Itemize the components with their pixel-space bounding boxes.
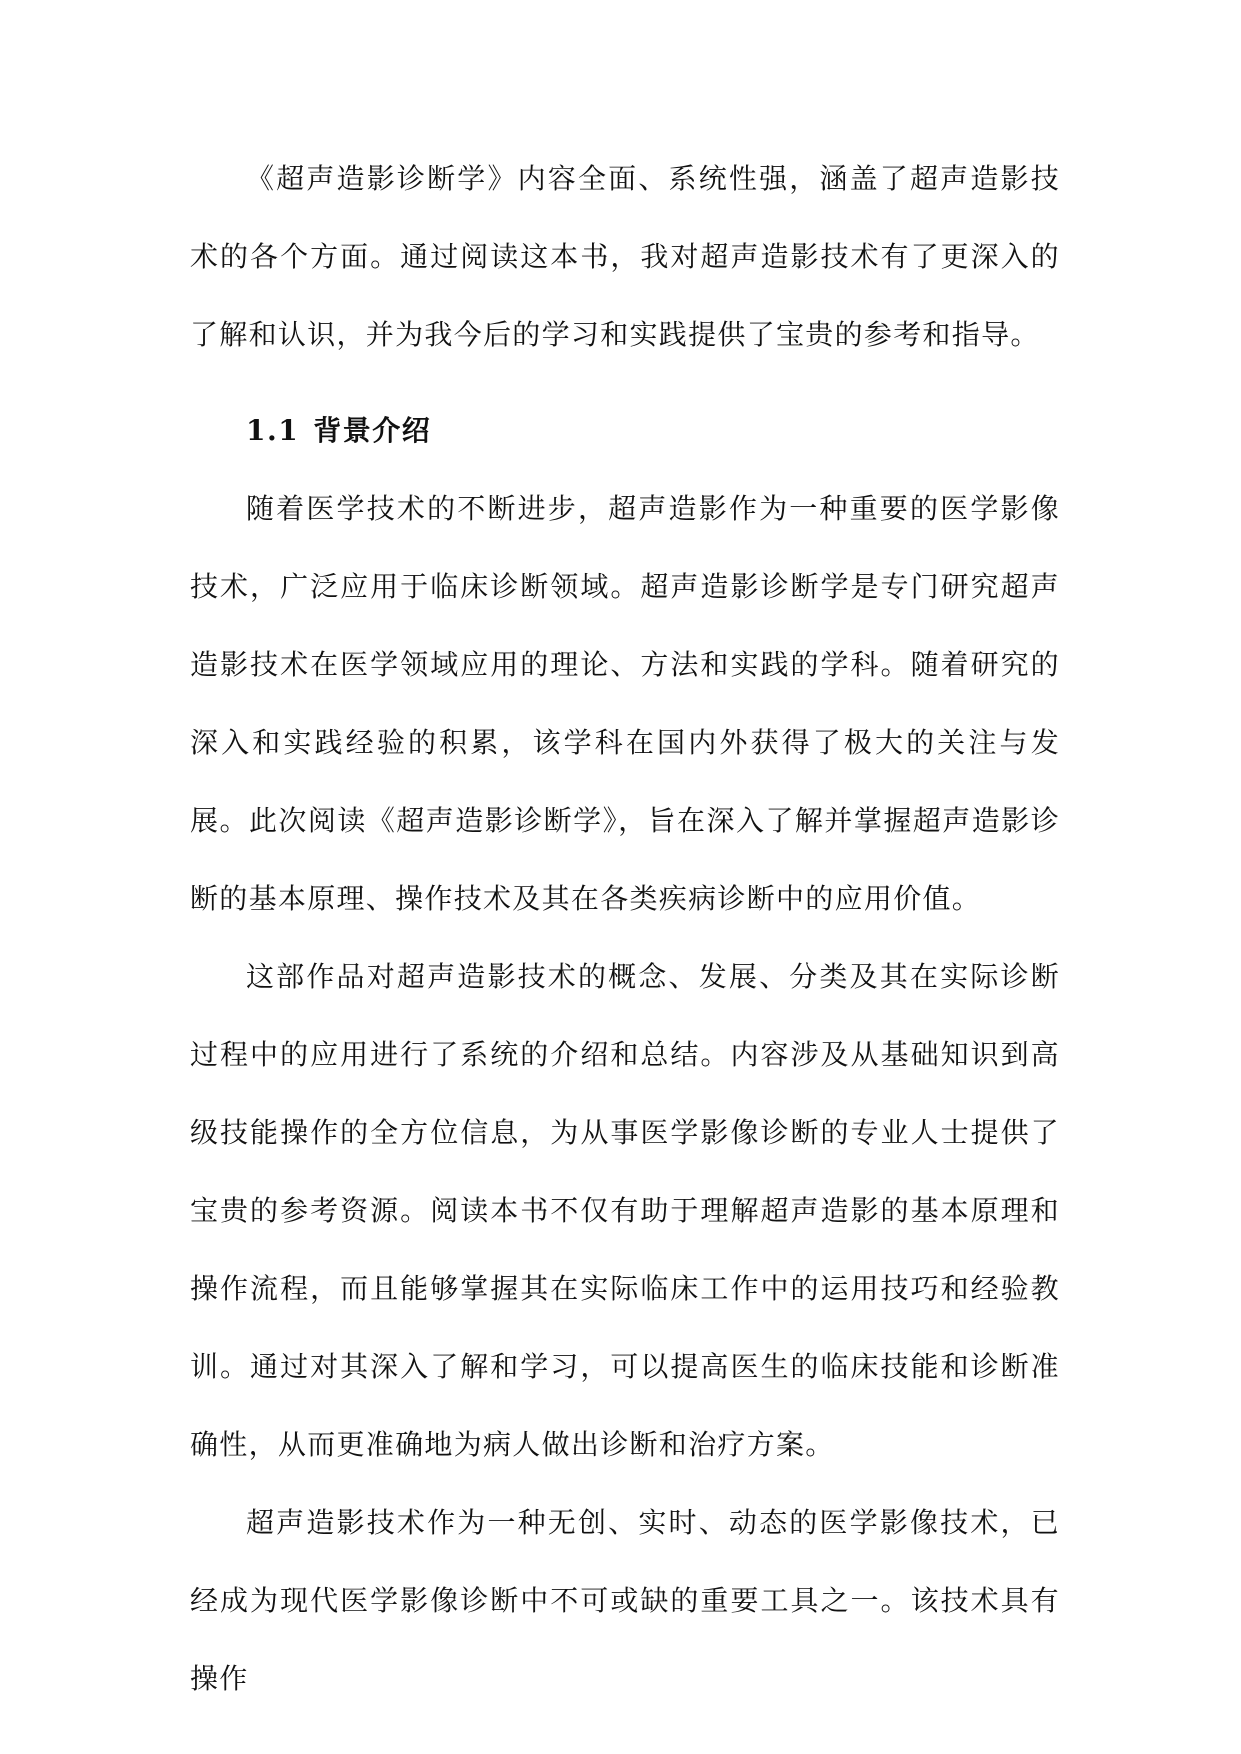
section-heading: [190, 392, 1060, 470]
body-paragraph-3: 超声造影技术作为一种无创、实时、动态的医学影像技术，已经成为现代医学影像诊断中不可或缺的重要工具之一。该技术具有操作: [190, 1506, 1060, 1695]
intro-paragraph: 《超声造影诊断学》内容全面、系统性强，涵盖了超声造影技术的各个方面。通过阅读这本书，我对超声造影技术有了更深入的了解和认识，并为我今后的学习和实践提供了宝贵的参考和指导。: [190, 162, 1060, 351]
body-paragraph-1: 随着医学技术的不断进步，超声造影作为一种重要的医学影像技术，广泛应用于临床诊断领域。超声造影诊断学是专门研究超声造影技术在医学领域应用的理论、方法和实践的学科。随着研究的深入和实践经验的积累，该学科在国内外获得了极大的关注与发展。此次阅读《超声造影诊断学》，旨在深入了解并掌握超声造影诊断的基本原理、操作技术及其在各类疾病诊断中的应用价值。: [190, 492, 1060, 915]
document-body: [190, 140, 1060, 1718]
section-number: 1.1: [246, 414, 300, 447]
section-title: 背景介绍: [313, 414, 432, 447]
body-paragraph-2: 这部作品对超声造影技术的概念、发展、分类及其在实际诊断过程中的应用进行了系统的介绍和总结。内容涉及从基础知识到高级技能操作的全方位信息，为从事医学影像诊断的专业人士提供了宝贵的参考资源。阅读本书不仅有助于理解超声造影的基本原理和操作流程，而且能够掌握其在实际临床工作中的运用技巧和经验教训。通过对其深入了解和学习，可以提高医生的临床技能和诊断准确性，从而更准确地为病人做出诊断和治疗方案。: [190, 960, 1060, 1461]
